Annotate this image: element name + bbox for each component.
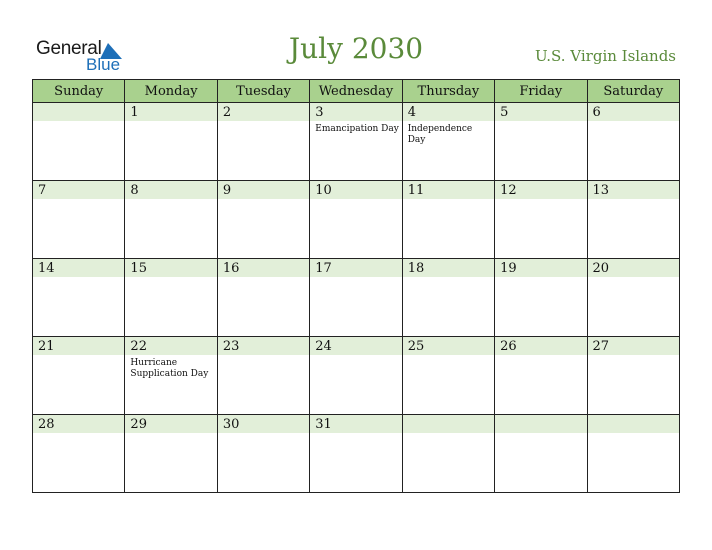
day-number: 3	[315, 105, 324, 120]
day-cell	[587, 181, 679, 259]
day-cell	[125, 415, 217, 493]
weekday-header: Friday	[495, 80, 587, 103]
day-cell	[33, 259, 125, 337]
day-number: 11	[407, 183, 425, 198]
day-number: 25	[407, 339, 425, 354]
week-row	[33, 259, 680, 337]
day-number-band	[218, 181, 309, 199]
day-cell	[217, 415, 309, 493]
logo-general-text: General	[36, 38, 102, 59]
day-cell	[587, 337, 679, 415]
day-number-band	[310, 103, 401, 121]
day-cell	[310, 415, 402, 493]
day-number: 12	[500, 183, 517, 198]
day-cell	[217, 259, 309, 337]
day-number-band	[588, 415, 679, 433]
day-cell	[310, 337, 402, 415]
day-number: 28	[38, 417, 55, 432]
day-number: 6	[592, 105, 601, 120]
day-number: 27	[592, 339, 610, 354]
day-number-band	[495, 415, 586, 433]
day-number-band	[125, 103, 216, 121]
day-number: 29	[130, 417, 147, 432]
day-number: 31	[315, 417, 332, 432]
day-cell	[125, 259, 217, 337]
day-cell	[310, 259, 402, 337]
day-cell	[33, 103, 125, 181]
day-number-band	[403, 415, 494, 433]
day-number: 2	[222, 105, 232, 120]
day-cell	[402, 181, 494, 259]
day-cell	[125, 181, 217, 259]
day-cell	[587, 259, 679, 337]
weekday-header: Monday	[125, 80, 217, 103]
day-number: 14	[38, 261, 55, 276]
day-cell	[125, 103, 217, 181]
day-number-band	[125, 181, 216, 199]
day-number: 15	[130, 261, 147, 276]
day-cell	[402, 259, 494, 337]
day-cell	[33, 181, 125, 259]
day-number: 24	[315, 339, 332, 354]
day-number: 19	[500, 261, 517, 276]
day-number-band	[495, 103, 586, 121]
day-cell	[217, 181, 309, 259]
holiday-label: Independence Day	[407, 124, 473, 145]
day-number: 22	[130, 339, 147, 354]
day-cell	[33, 337, 125, 415]
week-row	[33, 415, 680, 493]
day-cell	[125, 337, 217, 415]
day-cell	[310, 181, 402, 259]
day-cell	[495, 415, 587, 493]
holiday-label: Hurricane Supplication Day	[130, 358, 209, 379]
weekday-header: Sunday	[33, 80, 125, 103]
day-cell	[495, 103, 587, 181]
day-number: 13	[592, 183, 610, 198]
day-number: 7	[38, 183, 47, 198]
weekday-header: Saturday	[587, 80, 679, 103]
weekday-header: Thursday	[402, 80, 494, 103]
day-number-band	[33, 103, 124, 121]
calendar-title: July 2030	[288, 32, 424, 65]
weekday-header-row	[33, 80, 680, 103]
country-label: U.S. Virgin Islands	[535, 47, 676, 65]
day-cell	[495, 337, 587, 415]
day-cell	[495, 181, 587, 259]
weekday-header: Wednesday	[310, 80, 402, 103]
week-row	[33, 181, 680, 259]
day-number: 18	[407, 261, 425, 276]
day-cell	[217, 337, 309, 415]
day-number-band	[218, 103, 309, 121]
day-number: 1	[130, 105, 139, 120]
day-number: 26	[500, 339, 517, 354]
day-number: 17	[315, 261, 332, 276]
day-cell	[33, 415, 125, 493]
logo-blue-text: Blue	[86, 55, 121, 74]
day-number: 10	[315, 183, 332, 198]
day-number: 30	[222, 417, 240, 432]
holiday-label: Emancipation Day	[315, 124, 399, 134]
day-number: 4	[407, 105, 416, 120]
day-number: 9	[222, 183, 232, 198]
day-number-band	[33, 181, 124, 199]
day-number: 21	[38, 339, 55, 354]
day-cell	[495, 259, 587, 337]
calendar-grid	[32, 79, 680, 493]
day-cell	[310, 103, 402, 181]
weekday-header: Tuesday	[217, 80, 309, 103]
day-number: 20	[592, 261, 610, 276]
day-number-band	[588, 103, 679, 121]
day-number: 23	[222, 339, 240, 354]
day-number-band	[403, 103, 494, 121]
day-number: 5	[500, 105, 509, 120]
day-number: 8	[130, 183, 139, 198]
day-number: 16	[222, 261, 240, 276]
day-cell	[402, 103, 494, 181]
day-cell	[402, 415, 494, 493]
week-row	[33, 337, 680, 415]
day-cell	[217, 103, 309, 181]
week-row	[33, 103, 680, 181]
day-cell	[402, 337, 494, 415]
day-cell	[587, 415, 679, 493]
day-cell	[587, 103, 679, 181]
